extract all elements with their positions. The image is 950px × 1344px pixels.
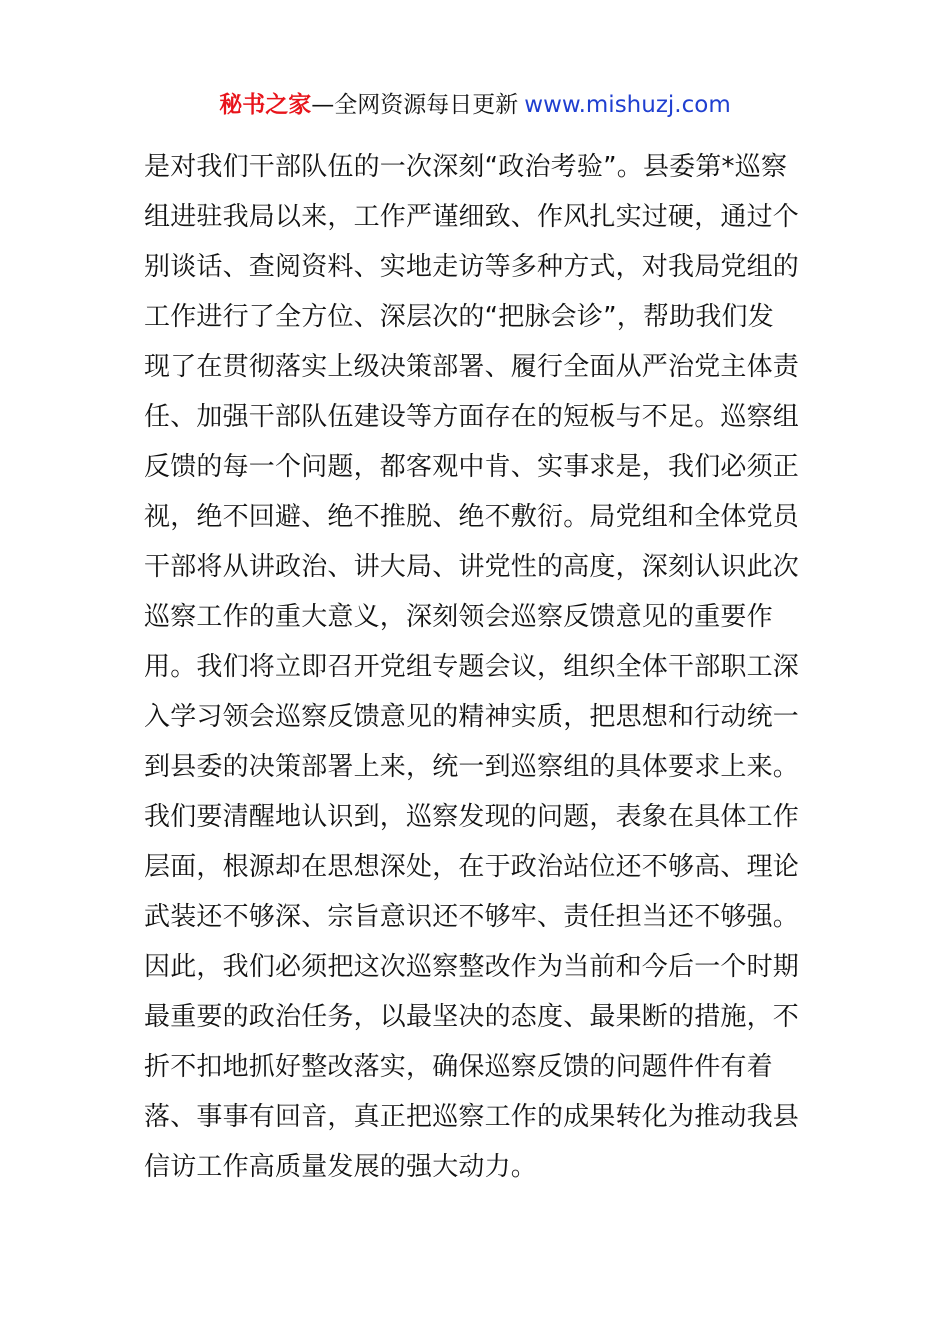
body-line: 现了在贯彻落实上级决策部署、履行全面从严治党主体责 — [144, 352, 800, 382]
body-line: 视，绝不回避、绝不推脱、绝不敷衍。局党组和全体党员 — [144, 502, 800, 532]
body-line: 干部将从讲政治、讲大局、讲党性的高度，深刻认识此次 — [144, 552, 800, 582]
body-line: 武装还不够深、宗旨意识还不够牢、责任担当还不够强。 — [144, 902, 800, 932]
body-line: 到县委的决策部署上来，统一到巡察组的具体要求上来。 — [144, 752, 800, 782]
body-line: 折不扣地抓好整改落实，确保巡察反馈的问题件件有着 — [144, 1052, 773, 1082]
body-line: 是对我们干部队伍的一次深刻“政治考验”。县委第*巡察 — [144, 152, 788, 182]
body-line: 层面，根源却在思想深处，在于政治站位还不够高、理论 — [144, 852, 800, 882]
body-line: 落、事事有回音，真正把巡察工作的成果转化为推动我县 — [144, 1102, 800, 1132]
body-line: 因此，我们必须把这次巡察整改作为当前和今后一个时期 — [144, 952, 800, 982]
body-line: 用。我们将立即召开党组专题会议，组织全体干部职工深 — [144, 652, 800, 682]
body-line: 信访工作高质量发展的强大动力。 — [144, 1152, 538, 1182]
body-line: 工作进行了全方位、深层次的“把脉会诊”，帮助我们发 — [144, 302, 774, 332]
body-line: 组进驻我局以来，工作严谨细致、作风扎实过硬，通过个 — [144, 202, 800, 232]
document-body — [144, 142, 824, 1192]
page-header — [0, 88, 950, 122]
header-tagline: —全网资源每日更新 — [311, 92, 519, 118]
body-line: 最重要的政治任务，以最坚决的态度、最果断的措施，不 — [144, 1002, 800, 1032]
body-line: 别谈话、查阅资料、实地走访等多种方式，对我局党组的 — [144, 252, 800, 282]
site-url-link[interactable]: www.mishuzj.com — [524, 92, 731, 118]
body-line: 入学习领会巡察反馈意见的精神实质，把思想和行动统一 — [144, 702, 800, 732]
brand-name: 秘书之家 — [219, 92, 312, 118]
body-line: 我们要清醒地认识到，巡察发现的问题，表象在具体工作 — [144, 802, 800, 832]
body-line: 反馈的每一个问题，都客观中肯、实事求是，我们必须正 — [144, 452, 800, 482]
body-line: 任、加强干部队伍建设等方面存在的短板与不足。巡察组 — [144, 402, 800, 432]
body-line: 巡察工作的重大意义，深刻领会巡察反馈意见的重要作 — [144, 602, 773, 632]
